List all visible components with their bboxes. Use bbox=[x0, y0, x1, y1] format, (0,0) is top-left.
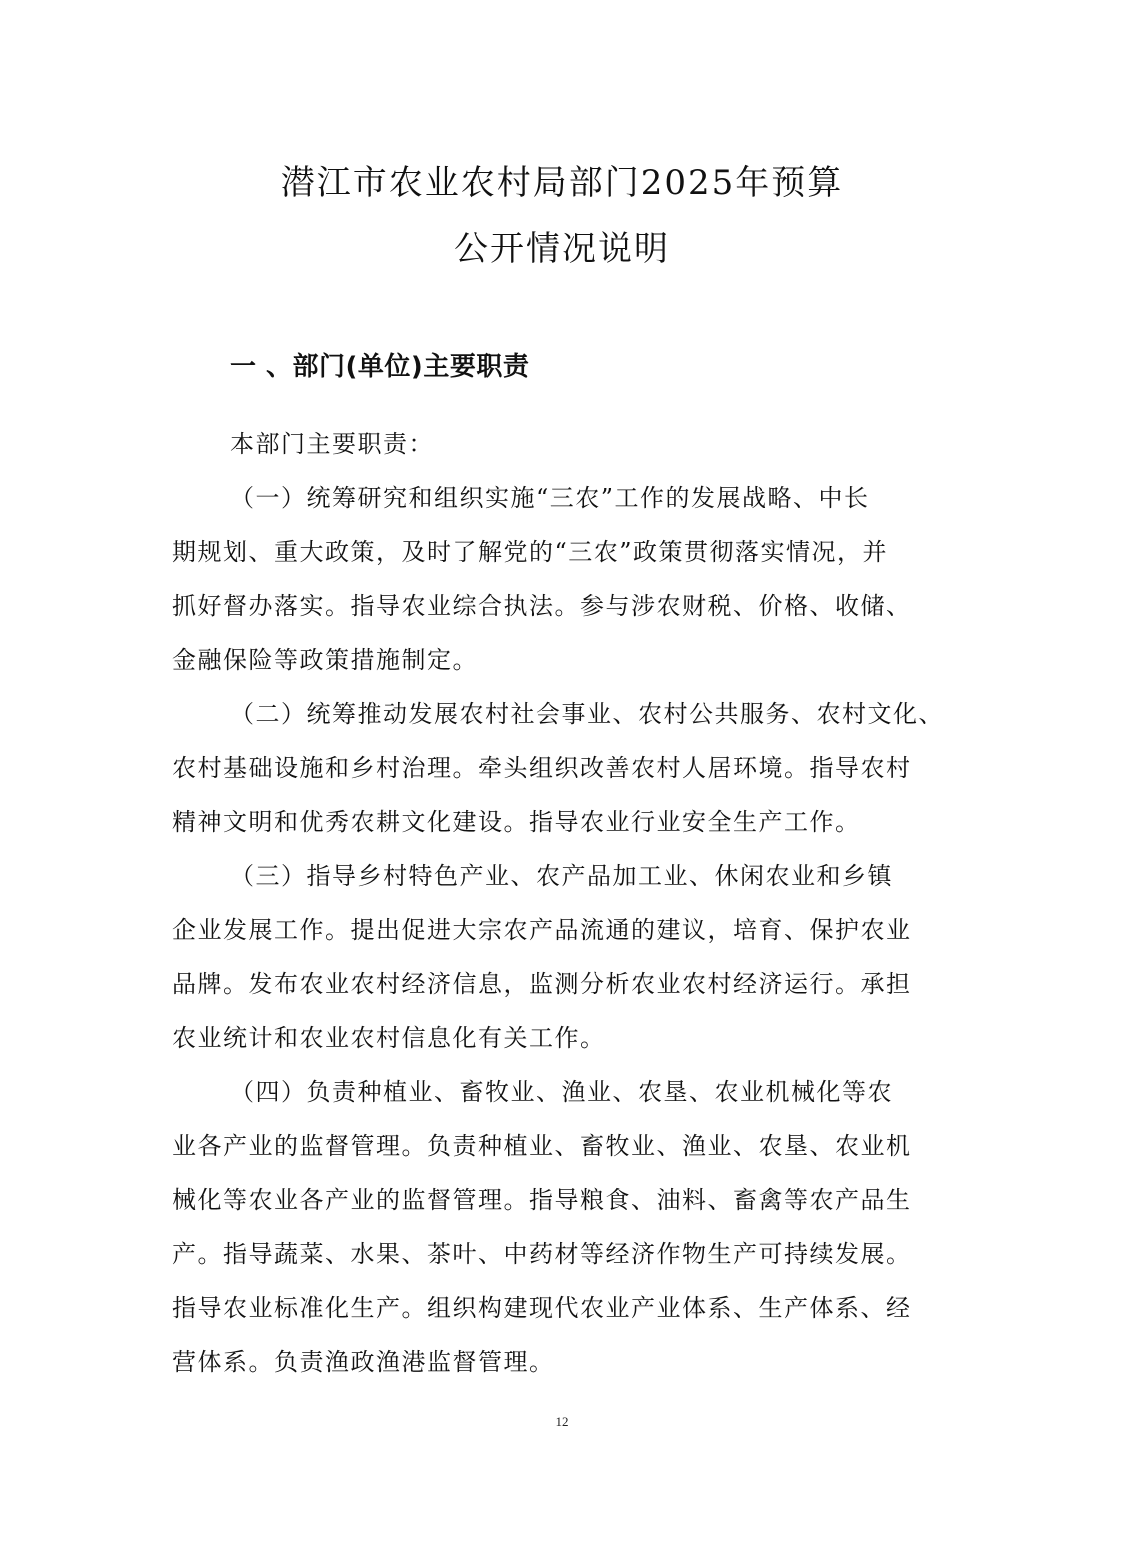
document-title-line-2: 公开情况说明 bbox=[454, 229, 670, 269]
section-heading: 一 、部门(单位)主要职责 bbox=[230, 352, 530, 382]
body-line: 本部门主要职责： bbox=[230, 430, 434, 458]
paragraph-4-line-6: 营体系。负责渔政渔港监督管理。 bbox=[172, 1348, 555, 1376]
paragraph-2-line-2: 农村基础设施和乡村治理。牵头组织改善农村人居环境。指导农村 bbox=[172, 754, 912, 782]
paragraph-2-line-1: （二）统筹推动发展农村社会事业、农村公共服务、农村文化、 bbox=[230, 700, 944, 728]
paragraph-1-line-4: 金融保险等政策措施制定。 bbox=[172, 646, 478, 674]
document-title-line-1: 潜江市农业农村局部门2025年预算 bbox=[280, 163, 844, 203]
paragraph-3-line-3: 品牌。发布农业农村经济信息，监测分析农业农村经济运行。承担 bbox=[172, 970, 912, 998]
paragraph-1-line-1: （一）统筹研究和组织实施“三农”工作的发展战略、中长 bbox=[230, 484, 870, 512]
paragraph-2-line-3: 精神文明和优秀农耕文化建设。指导农业行业安全生产工作。 bbox=[172, 808, 861, 836]
paragraph-4-line-1: （四）负责种植业、畜牧业、渔业、农垦、农业机械化等农 bbox=[230, 1078, 893, 1106]
paragraph-4-line-5: 指导农业标准化生产。组织构建现代农业产业体系、生产体系、经 bbox=[172, 1294, 912, 1322]
paragraph-4-line-4: 产。指导蔬菜、水果、茶叶、中药材等经济作物生产可持续发展。 bbox=[172, 1240, 912, 1268]
paragraph-3-line-2: 企业发展工作。提出促进大宗农产品流通的建议，培育、保护农业 bbox=[172, 916, 912, 944]
paragraph-3-line-1: （三）指导乡村特色产业、农产品加工业、休闲农业和乡镇 bbox=[230, 862, 893, 890]
paragraph-3-line-4: 农业统计和农业农村信息化有关工作。 bbox=[172, 1024, 606, 1052]
paragraph-4-line-2: 业各产业的监督管理。负责种植业、畜牧业、渔业、农垦、农业机 bbox=[172, 1132, 912, 1160]
paragraph-1-line-3: 抓好督办落实。指导农业综合执法。参与涉农财税、价格、收储、 bbox=[172, 592, 912, 620]
page-number: 12 bbox=[555, 1414, 569, 1429]
paragraph-1-line-2: 期规划、重大政策，及时了解党的“三农”政策贯彻落实情况，并 bbox=[172, 538, 889, 566]
paragraph-4-line-3: 械化等农业各产业的监督管理。指导粮食、油料、畜禽等农产品生 bbox=[172, 1186, 912, 1214]
